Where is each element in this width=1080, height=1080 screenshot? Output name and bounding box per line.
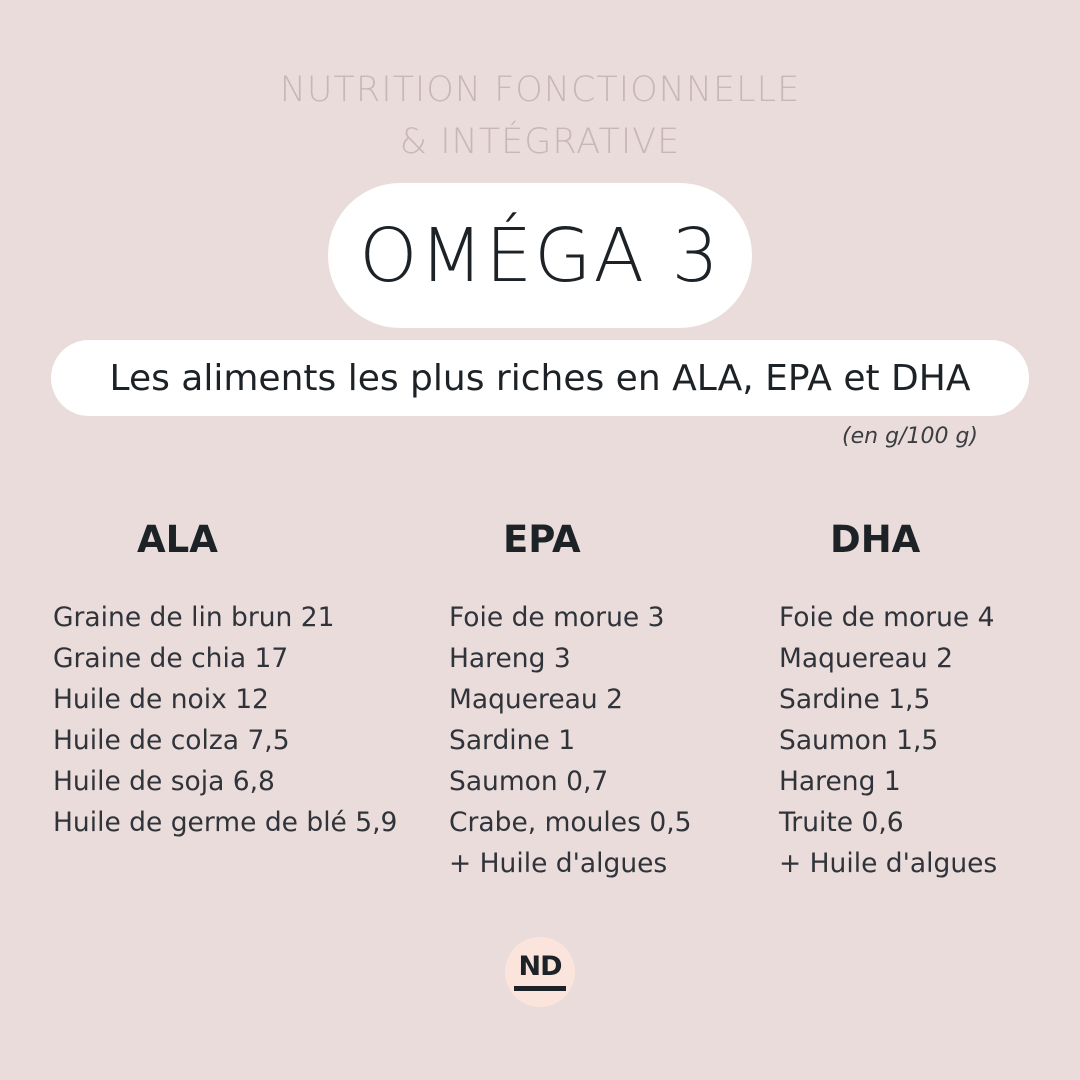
food-list-ala xyxy=(53,597,397,843)
list-item: Graine de lin brun 21 xyxy=(53,602,335,633)
list-item: Maquereau 2 xyxy=(449,684,623,715)
list-item: Maquereau 2 xyxy=(779,643,953,674)
list-item: Huile de colza 7,5 xyxy=(53,725,290,756)
page-title: OMÉGA 3 xyxy=(359,212,721,299)
column-heading-epa: EPA xyxy=(503,518,581,561)
header-line-1: NUTRITION FONCTIONNELLE xyxy=(279,70,801,110)
food-list-epa xyxy=(449,597,691,884)
list-item: Crabe, moules 0,5 xyxy=(449,807,692,838)
food-list-dha xyxy=(779,597,997,884)
list-item: + Huile d'algues xyxy=(449,848,668,879)
list-item: Huile de soja 6,8 xyxy=(53,766,275,797)
unit-note: (en g/100 g) xyxy=(842,424,978,449)
list-item: Graine de chia 17 xyxy=(53,643,289,674)
list-item: Huile de noix 12 xyxy=(53,684,269,715)
list-item: Sardine 1 xyxy=(449,725,576,756)
list-item: Sardine 1,5 xyxy=(779,684,931,715)
list-item: Huile de germe de blé 5,9 xyxy=(53,807,398,838)
list-item: Saumon 0,7 xyxy=(449,766,609,797)
header-line-2: & INTÉGRATIVE xyxy=(399,122,681,162)
subtitle-pill xyxy=(51,340,1029,416)
list-item: Saumon 1,5 xyxy=(779,725,939,756)
column-heading-ala: ALA xyxy=(137,518,218,561)
column-heading-dha: DHA xyxy=(830,518,921,561)
logo-underline xyxy=(514,986,566,991)
list-item: Hareng 1 xyxy=(779,766,901,797)
list-item: Hareng 3 xyxy=(449,643,571,674)
list-item: + Huile d'algues xyxy=(779,848,998,879)
logo-text: ND xyxy=(518,951,562,982)
brand-logo xyxy=(505,937,575,1007)
list-item: Foie de morue 4 xyxy=(779,602,995,633)
list-item: Foie de morue 3 xyxy=(449,602,665,633)
title-pill xyxy=(328,183,752,328)
page-subtitle: Les aliments les plus riches en ALA, EPA et DHA xyxy=(109,357,971,399)
list-item: Truite 0,6 xyxy=(779,807,904,838)
